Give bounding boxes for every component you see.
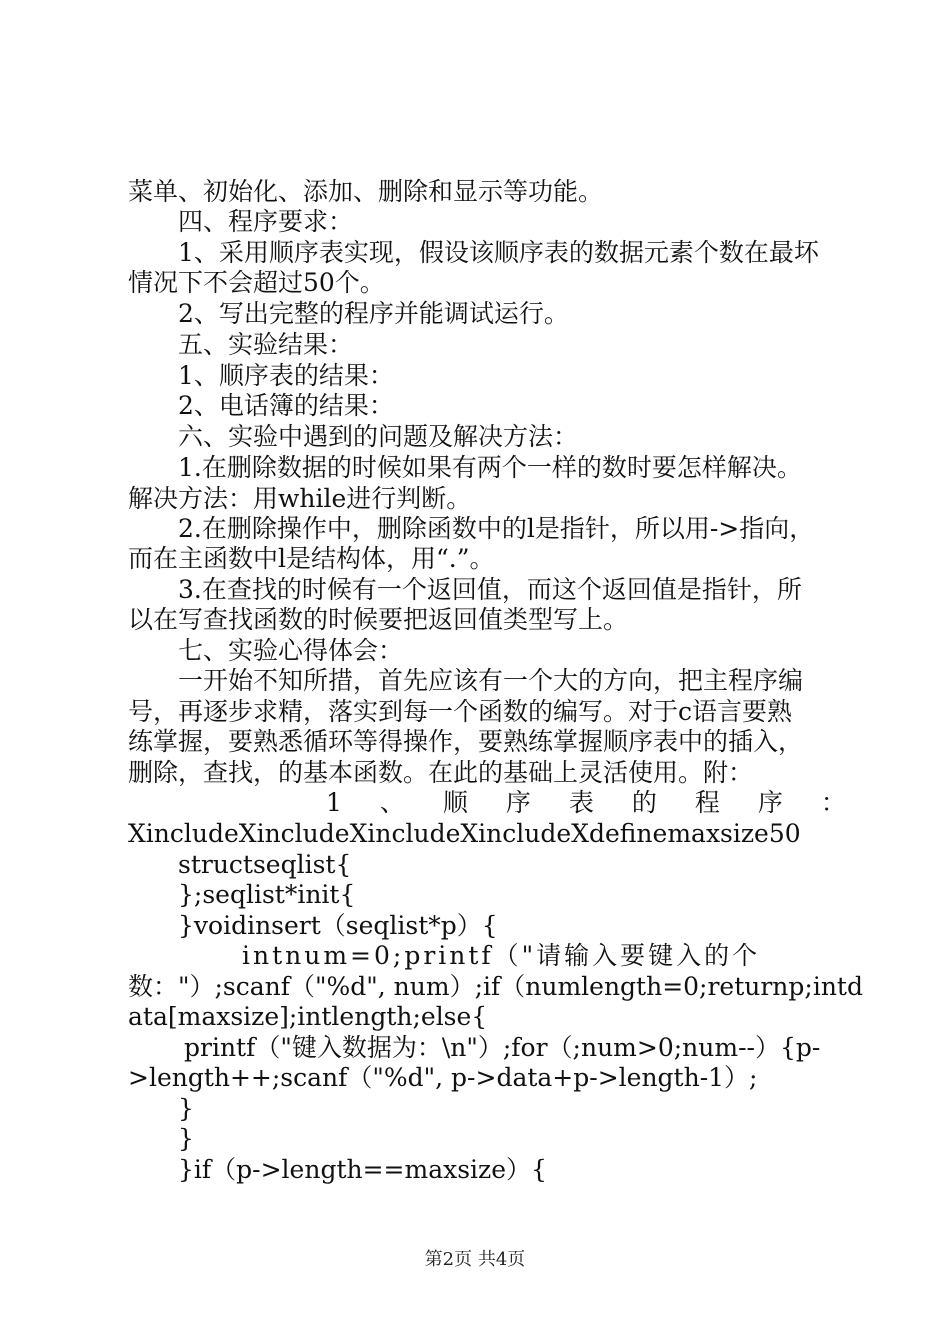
- text-line: 1、顺序表的结果：: [178, 361, 394, 390]
- text-line: 2.在删除操作中，删除函数中的l是指针，所以用->指向，: [178, 514, 815, 543]
- appendix-heading: 1、顺序表的程序：: [326, 788, 884, 817]
- text-line: 2、电话簿的结果：: [178, 391, 394, 420]
- code-line: ata[maxsize];intlength;else{: [128, 1002, 488, 1031]
- section-heading: 六、实验中遇到的问题及解决方法：: [178, 422, 579, 451]
- text-line: 练掌握，要熟悉循环等得操作，要熟练掌握顺序表中的插入，: [128, 727, 804, 756]
- code-line: }: [178, 1124, 194, 1153]
- text-line: 一开始不知所措，首先应该有一个大的方向，把主程序编: [178, 666, 804, 695]
- code-line: }: [178, 1094, 194, 1123]
- code-line: >length++;scanf（"%d", p->data+p->length-1）;: [128, 1063, 758, 1092]
- text-line: 解决方法：用while进行判断。: [128, 484, 472, 513]
- text-line: 而在主函数中l是结构体，用“.”。: [128, 544, 495, 573]
- code-line: printf（"键入数据为：\n"）;for（;num>0;num--）{p-: [184, 1033, 821, 1062]
- code-line: XincludeXincludeXincludeXincludeXdefinemaxsize50: [128, 819, 801, 848]
- code-line: }voidinsert（seqlist*p）{: [178, 911, 498, 940]
- text-line: 删除，查找，的基本函数。在此的基础上灵活使用。附：: [128, 758, 754, 787]
- code-line: };seqlist*init{: [178, 880, 356, 909]
- code-line: }if（p->length==maxsize）{: [178, 1155, 547, 1184]
- section-heading: 四、程序要求：: [178, 207, 354, 236]
- text-line: 情况下不会超过50个。: [128, 268, 385, 297]
- code-line: intnum=0;printf（"请输入要键入的个: [242, 941, 761, 970]
- section-heading: 七、实验心得体会：: [178, 636, 404, 665]
- text-line: 3.在查找的时候有一个返回值，而这个返回值是指针，所: [178, 575, 802, 604]
- code-line: 数："）;scanf（"%d", num）;if（numlength=0;returnp;intd: [128, 972, 863, 1001]
- text-line: 1.在删除数据的时候如果有两个一样的数时要怎样解决。: [178, 453, 802, 482]
- code-line: structseqlist{: [178, 850, 352, 879]
- text-line: 1、采用顺序表实现，假设该顺序表的数据元素个数在最坏: [178, 238, 819, 267]
- text-line: 号，再逐步求精，落实到每一个函数的编写。对于c语言要熟: [128, 697, 793, 726]
- text-line: 以在写查找函数的时候要把返回值类型写上。: [128, 605, 629, 634]
- section-heading: 五、实验结果：: [178, 330, 354, 359]
- text-line: 菜单、初始化、添加、删除和显示等功能。: [128, 177, 604, 206]
- page-footer: 第2页 共4页: [424, 1249, 526, 1270]
- text-line: 2、写出完整的程序并能调试运行。: [178, 299, 569, 328]
